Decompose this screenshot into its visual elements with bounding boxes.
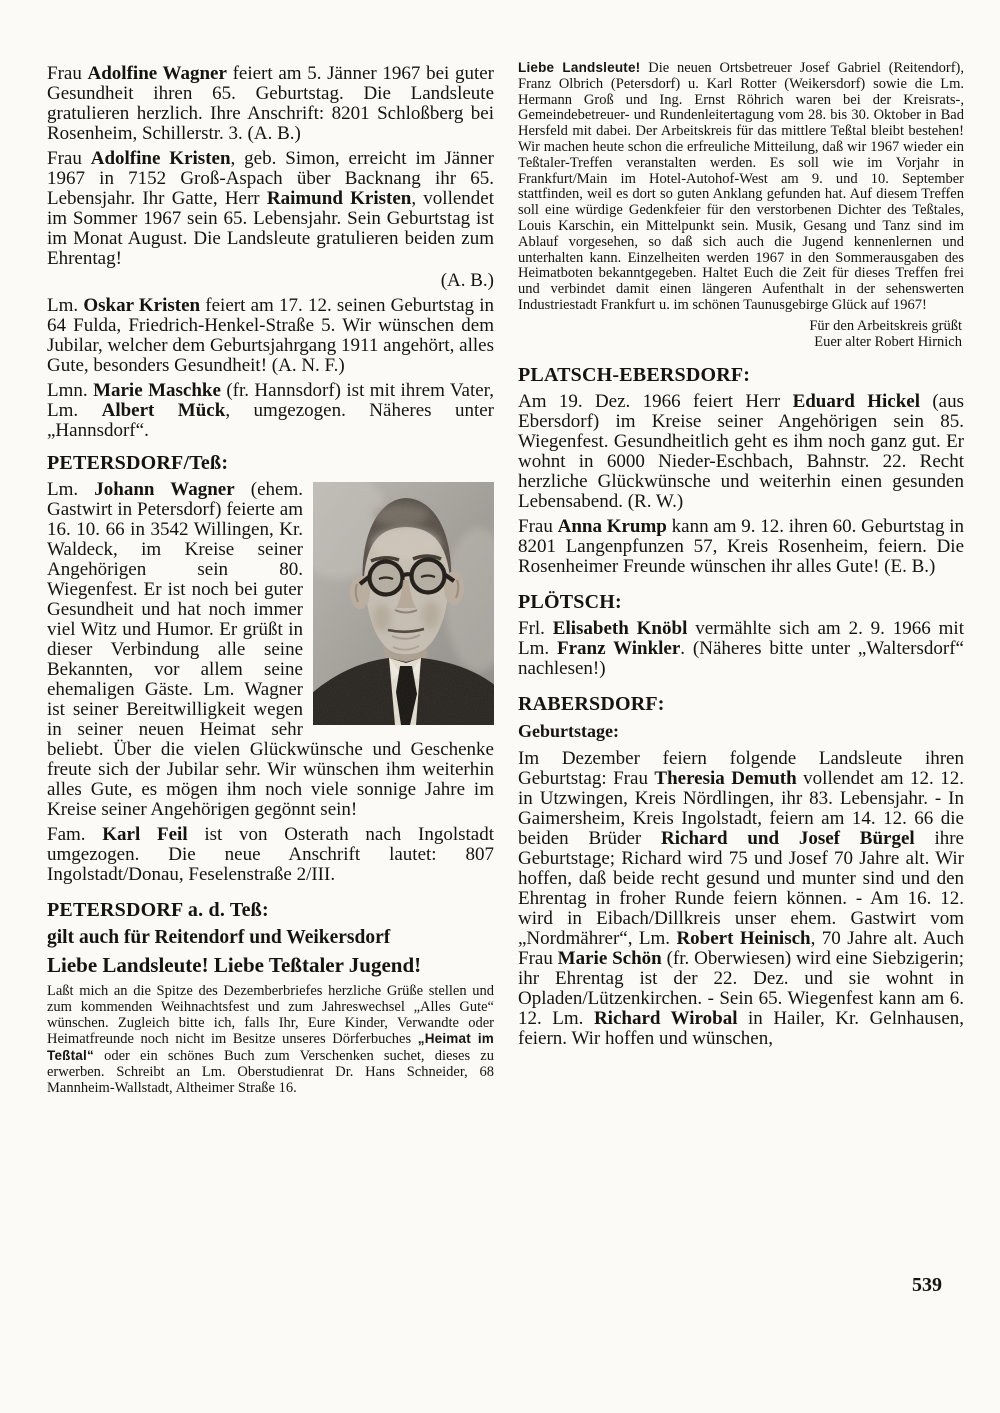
news-item-oskar-kristen: Lm. Oskar Kristen feiert am 17. 12. seinen Geburtstag in 64 Fulda, Friedrich-Henkel-Straße 5. Wir wünschen dem Jubilar, welcher dem Geburtsjahrgang 1911 angehört, alles Gute, besonders Gesundheit! (A. N. F.) (47, 295, 494, 376)
portrait-photo-svg (313, 482, 494, 725)
news-item-karl-feil: Fam. Karl Feil ist von Osterath nach Ingolstadt umgezogen. Die neue Anschrift lautet: 807 Ingolstadt/Donau, Feselenstraße 2/III. (47, 824, 495, 885)
news-item-anna-krump: Frau Anna Krump kann am 9. 12. ihren 60. Geburtstag in 8201 Langenpfunzen 57, Kreis Rosenheim, feiern. Die Rosenheimer Freunde wünschen ihr alles Gute! (E. B.) (518, 516, 965, 578)
section-heading-rabersdorf: RABERSDORF: (518, 693, 665, 716)
right-column (518, 60, 964, 1054)
news-item-elisabeth-knoebl: Frl. Elisabeth Knöbl vermählte sich am 2. 9. 1966 mit Lm. Franz Winkler. (Näheres bitte unter „Waltersdorf“ nachlesen!) (518, 618, 964, 680)
section-subheading-reitendorf-weikersdorf: gilt auch für Reitendorf und Weikersdorf (47, 927, 391, 948)
signoff-line-1: Für den Arbeitskreis grüßt (809, 317, 962, 334)
subheading-geburtstage: Geburtstage: (518, 721, 619, 742)
credit-initials: (A. B.) (440, 270, 494, 291)
news-item-dezemberbrief: Laßt mich an die Spitze des Dezemberbriefes herzliche Grüße stellen und zum kommenden Weihnachtsfest und zum Jahreswechsel „Alles Gute“ wünschen. Zugleich bitte ich, falls Ihr, Eure Kinder, Verwandte oder Heimatfreunde noch nicht im Besitze unseres Dörferbuches „Heimat im Teßtal“ oder ein schönes Buch zum Verschenken suchet, dieses zu erwerben. Schreibt an Lm. Oberstudienrat Dr. Hans Schneider, 68 Mannheim-Wallstadt, Altheimer Straße 16. (47, 983, 494, 1096)
section-heading-ploetsch: PLÖTSCH: (518, 591, 622, 614)
news-item-eduard-hickel: Am 19. Dez. 1966 feiert Herr Eduard Hickel (aus Ebersdorf) im Kreise seiner Angehörigen sein 85. Wiegenfest. Gesundheitlich geht es ihm noch ganz gut. Er wohnt in 6000 Nieder-Eschbach, Bahnstr. 22. Recht herzliche Glückwünsche und weiterhin einen gesunden Lebensabend. (R. W.) (518, 391, 965, 513)
news-item-adolfine-kristen: Frau Adolfine Kristen, geb. Simon, erreicht im Jänner 1967 in 7152 Groß-Aspach über Backnang ihr 65. Lebensjahr. Ihr Gatte, Herr Raimund Kristen, vollendet im Sommer 1967 sein 65. Lebensjahr. Sein Geburtstag ist im Monat August. Die Landsleute gratulieren beiden zum Ehrentag! (47, 148, 495, 269)
signoff-block (518, 319, 964, 351)
salutation-heading: Liebe Landsleute! Liebe Teßtaler Jugend! (47, 953, 422, 977)
signoff-line-2: Euer alter Robert Hirnich (814, 333, 962, 350)
portrait-photo (313, 482, 494, 725)
news-item-intro-landsleute: Liebe Landsleute! Die neuen Ortsbetreuer Josef Gabriel (Reitendorf), Franz Olbrich (Petersdorf) u. Karl Rotter (Weikersdorf) sowie die Lm. Hermann Groß und Ing. Ernst Röhrich waren bei der Kreisrats-, Gemeindebetreuer- und Rundenleitertagung vom 28. bis 30. Oktober in Bad Hersfeld mit dabei. Der Arbeitskreis für das mittlere Teßtal bleibt bestehen! Wir machen heute schon die erfreuliche Mitteilung, daß wir 1967 wieder ein Teßtaler-Treffen veranstalten werden. Es soll wie im Vorjahr in Frankfurt/Main im Hotel-Autohof-West am 9. und 10. September stattfinden, weil es dort so guten Anklang gefunden hat. Auf diesem Treffen soll eine würdige Gedenkfeier für den verstorbenen Dichter des Teßtales, Louis Karschin, ein Mittelpunkt sein. Musik, Gesang und Tanz sind im Ablauf vorgesehen, so daß sich auch die Jugend kennenlernen und unterhalten kann. Einzelheiten werden 1967 in den Sommerausgaben des Heimatboten bekanntgegeben. Haltet Euch die Zeit für dieses Treffen frei und verbindet damit einen längeren Aufenthalt in der sehenswerten Industriestadt Frankfurt u. im schönen Taunusgebirge Glück auf 1967! (518, 60, 965, 313)
section-heading-petersdorf-tess: PETERSDORF a. d. Teß: (47, 899, 269, 921)
page-number: 539 (912, 1274, 942, 1296)
left-column (47, 64, 494, 1101)
section-heading-petersdorf: PETERSDORF/Teß: (47, 452, 229, 474)
news-item-geburtstage: Im Dezember feiern folgende Landsleute ihren Geburtstag: Frau Theresia Demuth vollendet am 12. 12. in Utzwingen, Kreis Nördlingen, ihr 83. Lebensjahr. - In Gaimersheim, Kreis Ingolstadt, feiern am 14. 12. 66 die beiden Brüder Richard und Josef Bürgel ihre Geburtstage; Richard wird 75 und Josef 70 Jahre alt. Wir hoffen, daß beide recht gesund und munter sind und den Ehrentag in froher Runde feiern können. - Am 16. 12. wird in Eibach/Dillkreis unser ehem. Gastwirt vom „Nordmährer“, Lm. Robert Heinisch, 70 Jahre alt. Auch Frau Marie Schön (fr. Oberwiesen) wird eine Siebzigerin; ihr Ehrentag ist der 22. Dez. und sie wohnt in Opladen/Lützenkirchen. - Sein 65. Wiegenfest kann am 6. 12. Lm. Richard Wirobal in Hailer, Kr. Gelnhausen, feiern. Wir hoffen und wünschen, (518, 748, 965, 1050)
news-item-johann-wagner: Lm. Johann Wagner (ehem. Gastwirt in Petersdorf) feierte am 16. 10. 66 in 3542 Willingen, Kr. Waldeck, im Kreise seiner Angehörigen sein 80. Wiegenfest. Er ist noch bei guter Gesundheit und hat noch immer viel Witz und Humor. Er grüßt in dieser Verbindung alle seine Bekannten, vor allem seine ehemaligen Gäste. Lm. Wagner ist seiner Bereitwilligkeit wegen in seiner neuen Heimat sehr beliebt. Über die vielen Glückwünsche und Geschenke freute sich der Jubilar sehr. Wir wünschen ihm weiterhin alles Gute, es mögen ihm noch viele sonnige Jahre im Kreise seiner Angehörigen gegönnt sein! (47, 479, 494, 820)
news-item-marie-maschke: Lmn. Marie Maschke (fr. Hannsdorf) ist mit ihrem Vater, Lm. Albert Mück, umgezogen. Näheres unter „Hannsdorf“. (47, 380, 495, 441)
section-heading-platsch-ebersdorf: PLATSCH-EBERSDORF: (518, 364, 751, 387)
news-item-adolfine-wagner: Frau Adolfine Wagner feiert am 5. Jänner 1967 bei guter Gesundheit ihren 65. Geburtstag. Die Landsleute gratulieren herzlich. Ihre Anschrift: 8201 Schloßberg bei Rosenheim, Schillerstr. 3. (A. B.) (47, 63, 494, 144)
